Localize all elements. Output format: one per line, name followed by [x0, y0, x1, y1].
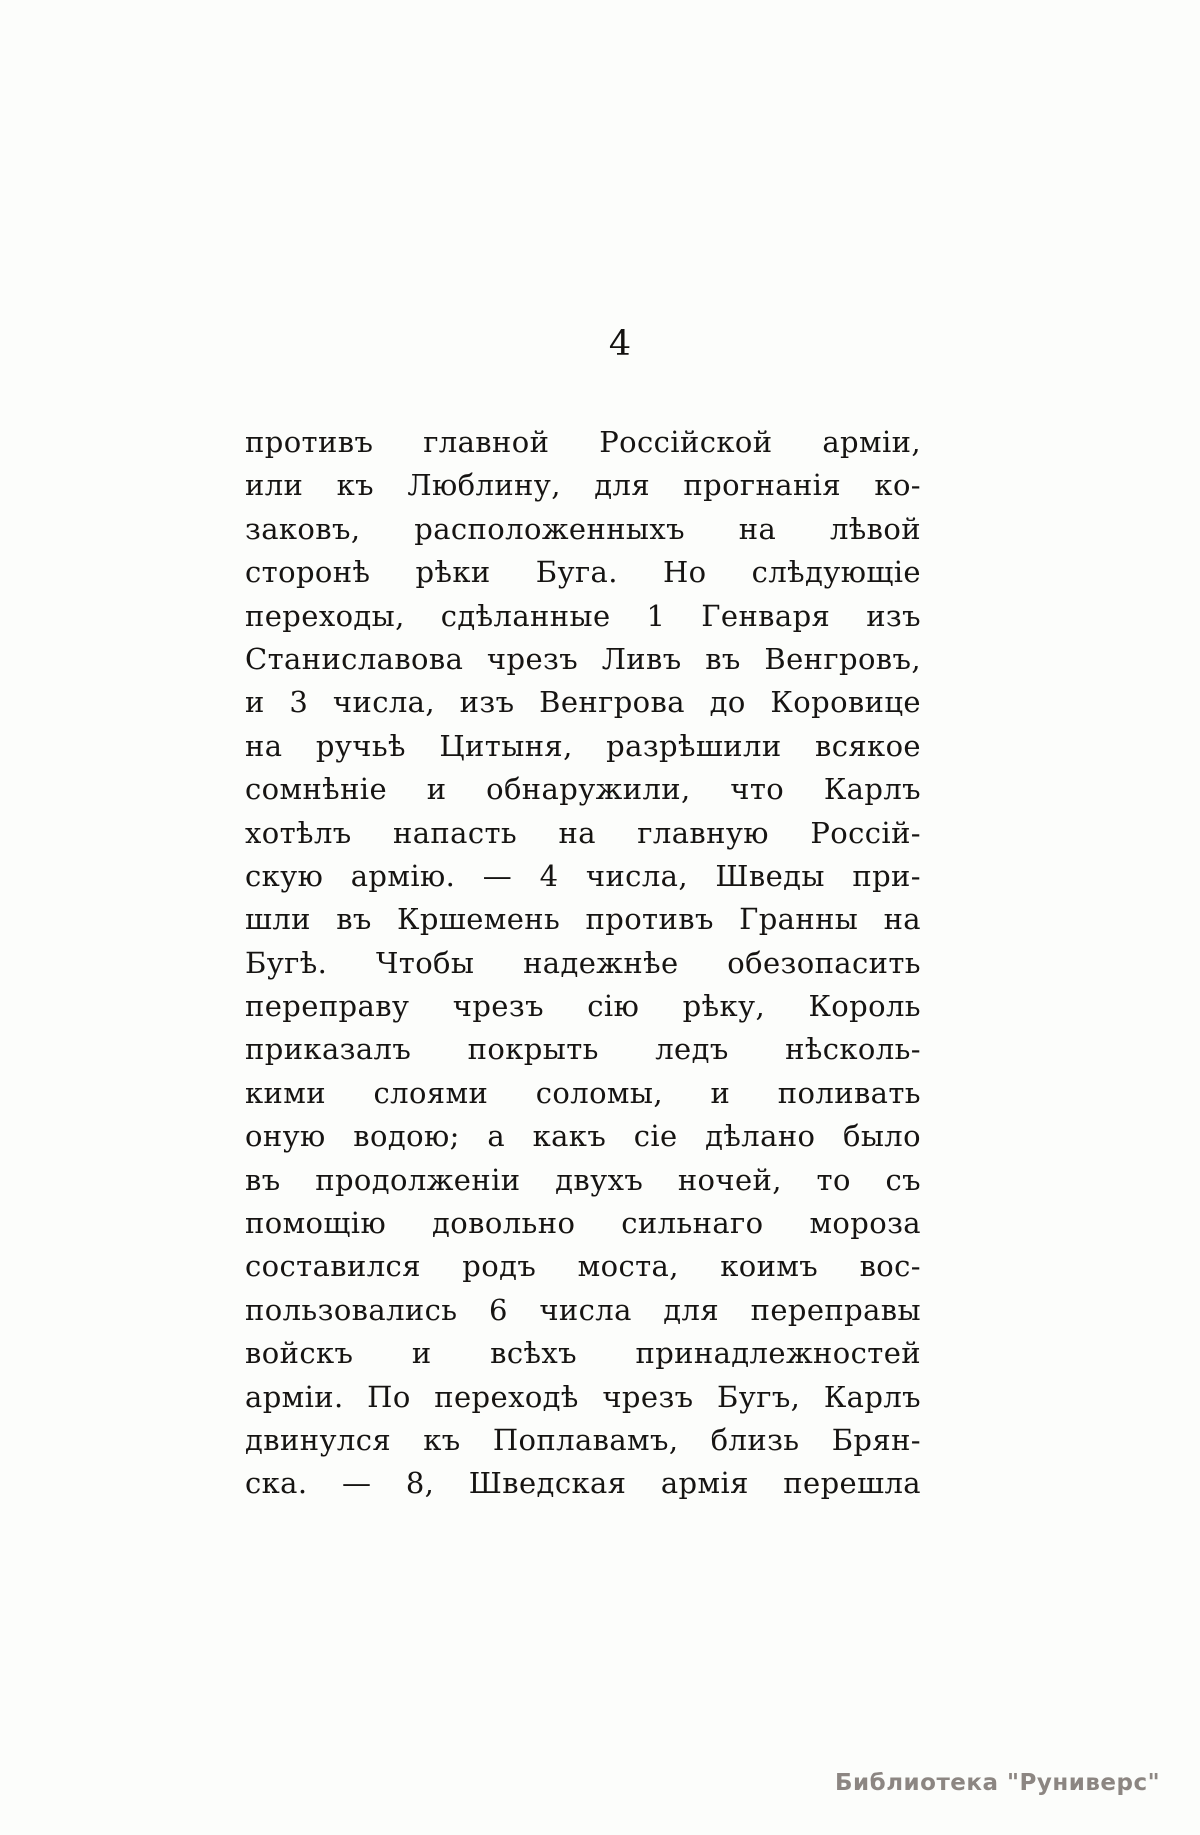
text-line: переправу чрезъ сію рѣку, Король	[245, 989, 921, 1024]
text-line: шли въ Кршемень противъ Гранны на	[245, 902, 921, 937]
page-number: 4	[608, 324, 632, 364]
text-line: хотѣлъ напасть на главную Россій-	[245, 815, 921, 850]
text-line: или къ Люблину, для прогнанія ко-	[245, 468, 921, 503]
text-line: составился родъ моста, коимъ вос-	[245, 1249, 921, 1284]
text-line: приказалъ покрыть ледъ нѣсколь-	[245, 1032, 921, 1067]
text-line: сомнѣніе и обнаружили, что Карлъ	[245, 772, 921, 807]
text-line: кими слоями соломы, и поливать	[245, 1075, 921, 1110]
text-line: на ручьѣ Цитыня, разрѣшили всякое	[245, 728, 921, 763]
text-line: скую армію. — 4 числа, Шведы при-	[245, 858, 921, 893]
text-line: въ продолженіи двухъ ночей, то съ	[245, 1162, 921, 1197]
body-text-block	[245, 421, 921, 1506]
text-line: ска. — 8, Шведская армія перешла	[245, 1466, 921, 1501]
text-line: оную водою; а какъ сіе дѣлано было	[245, 1119, 921, 1154]
library-watermark: Библиотека "Руниверс"	[835, 1770, 1161, 1796]
text-line: помощію довольно сильнаго мороза	[245, 1206, 921, 1241]
text-line: и 3 числа, изъ Венгрова до Коровице	[245, 685, 921, 720]
text-line: войскъ и всѣхъ принадлежностей	[245, 1336, 921, 1371]
text-line: Станиславова чрезъ Ливъ въ Венгровъ,	[245, 641, 921, 676]
text-line: противъ главной Россійской арміи,	[245, 425, 921, 459]
text-line: арміи. По переходѣ чрезъ Бугъ, Карлъ	[245, 1379, 921, 1414]
text-line: двинулся къ Поплавамъ, близь Брян-	[245, 1422, 921, 1457]
text-line: заковъ, расположенныхъ на лѣвой	[245, 511, 921, 546]
text-line: сторонѣ рѣки Буга. Но слѣдующіе	[245, 555, 921, 590]
text-line: Бугѣ. Чтобы надежнѣе обезопасить	[245, 945, 921, 980]
text-line: переходы, сдѣланные 1 Генваря изъ	[245, 598, 921, 633]
text-line: пользовались 6 числа для переправы	[245, 1292, 921, 1327]
